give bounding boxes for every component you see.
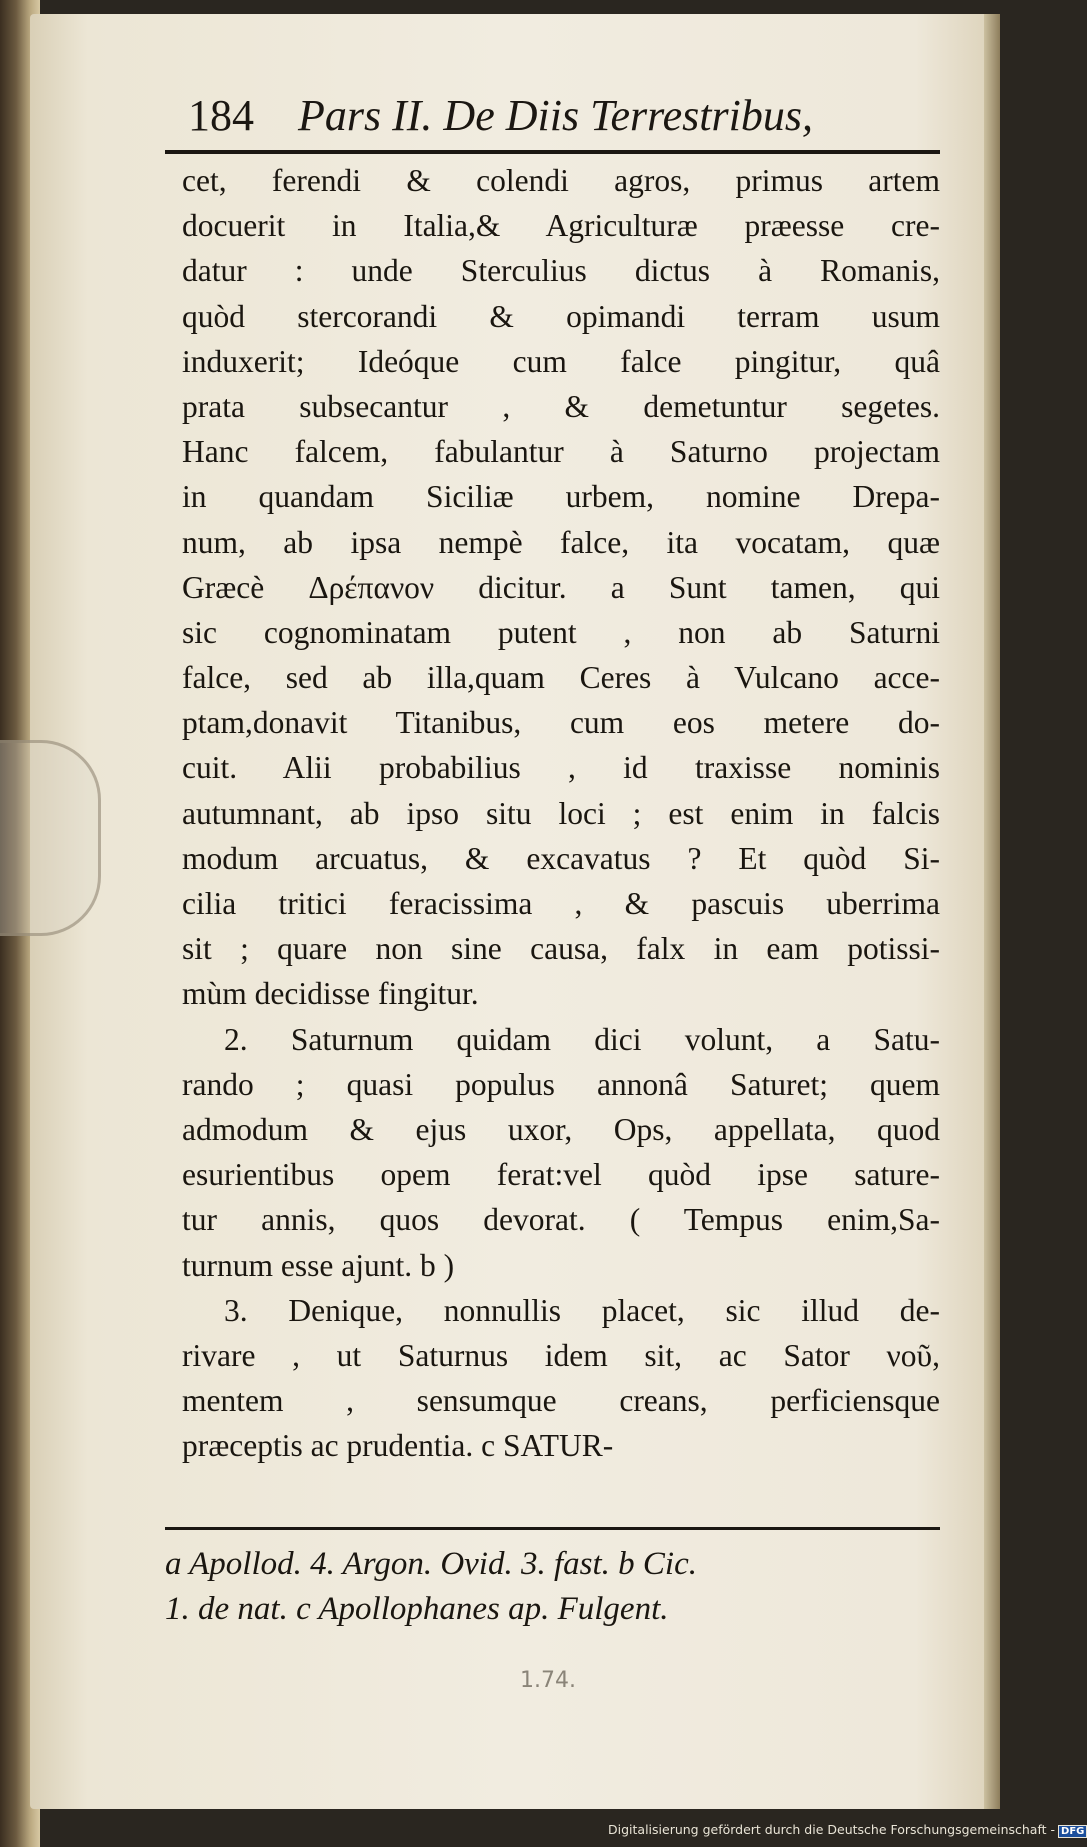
page-number: 184 xyxy=(188,91,254,140)
text-line: præceptis ac prudentia. c SATUR- xyxy=(182,1428,614,1464)
footnotes xyxy=(165,1540,940,1630)
text-line: datur : unde Sterculius dictus à Romanis, xyxy=(182,253,940,289)
text-line: cuit. Alii probabilius , id traxisse nominis xyxy=(182,750,940,786)
body-text xyxy=(182,158,940,1468)
text-line: autumnant, ab ipso situ loci ; est enim in falcis xyxy=(182,795,940,831)
text-line: docuerit in Italia,& Agriculturæ præesse cre- xyxy=(182,208,940,244)
text-line: mùm decidisse fingitur. xyxy=(182,976,479,1012)
text-line: num, ab ipsa nempè falce, ita vocatam, quæ xyxy=(182,524,940,560)
text-line: quòd stercorandi & opimandi terram usum xyxy=(182,298,940,334)
digitization-credit xyxy=(608,1822,1087,1838)
text-line: falce, sed ab illa,quam Ceres à Vulcano acce- xyxy=(182,660,940,696)
footnote-line: a Apollod. 4. Argon. Ovid. 3. fast. b Cic. xyxy=(165,1546,697,1582)
text-line: prata subsecantur , & demetuntur segetes. xyxy=(182,388,940,424)
text-line: sit ; quare non sine causa, falx in eam potissi- xyxy=(182,931,940,967)
text-line: 2. Saturnum quidam dici volunt, a Satu- xyxy=(224,1021,940,1057)
credit-text: Digitalisierung gefördert durch die Deutsche Forschungsgemeinschaft - xyxy=(608,1822,1056,1837)
text-line: mentem , sensumque creans, perficiensque xyxy=(182,1383,940,1419)
text-line: induxerit; Ideóque cum falce pingitur, quâ xyxy=(182,343,940,379)
text-line: admodum & ejus uxor, Ops, appellata, quod xyxy=(182,1111,940,1147)
text-line: rivare , ut Saturnus idem sit, ac Sator νοῦ, xyxy=(182,1337,940,1373)
running-title: Pars II. De Diis Terrestribus, xyxy=(298,91,814,140)
pencil-annotation: 1.74. xyxy=(520,1668,576,1693)
header-rule xyxy=(165,150,940,154)
text-line: sic cognominatam putent , non ab Saturni xyxy=(182,614,940,650)
text-line: in quandam Siciliæ urbem, nomine Drepa- xyxy=(182,479,940,515)
footnote-rule xyxy=(165,1527,940,1530)
text-line: modum arcuatus, & excavatus ? Et quòd Si- xyxy=(182,840,940,876)
text-line: rando ; quasi populus annonâ Saturet; quem xyxy=(182,1066,940,1102)
text-line: Græcè Δρέπανον dicitur. a Sunt tamen, qui xyxy=(182,569,940,605)
text-line: Hanc falcem, fabulantur à Saturno projectam xyxy=(182,434,940,470)
text-line: cilia tritici feracissima , & pascuis uberrima xyxy=(182,886,940,921)
dfg-logo: DFG xyxy=(1058,1825,1087,1838)
text-line: cet, ferendi & colendi agros, primus artem xyxy=(182,163,940,198)
text-line: 3. Denique, nonnullis placet, sic illud de- xyxy=(224,1292,940,1328)
footnote-line: 1. de nat. c Apollophanes ap. Fulgent. xyxy=(165,1591,669,1628)
text-line: esurientibus opem ferat:vel quòd ipse sature- xyxy=(182,1157,940,1193)
text-line: tur annis, quos devorat. ( Tempus enim,Sa- xyxy=(182,1202,940,1238)
text-line: ptam,donavit Titanibus, cum eos metere do- xyxy=(182,705,940,741)
text-line: turnum esse ajunt. b ) xyxy=(182,1247,455,1283)
running-header xyxy=(188,90,938,150)
plastic-clip xyxy=(0,740,101,936)
page-edge-right xyxy=(984,14,1000,1809)
